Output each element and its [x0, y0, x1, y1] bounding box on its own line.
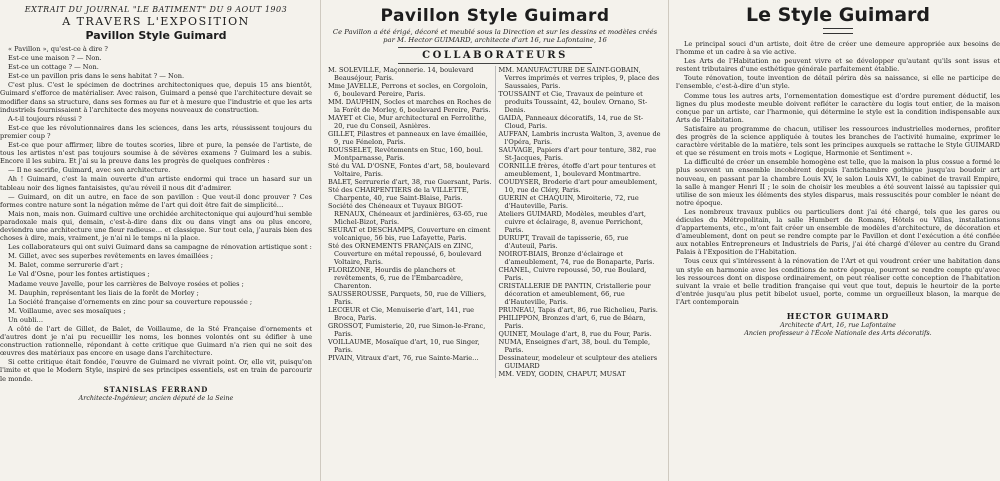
collaborator-entry: FLORIZONE, Hourdis de planchers et revêtements, 6, rue de l'Embarcadère, Charenton. [328, 265, 464, 290]
left-paragraph: C'est plus. C'est le spécimen de doctrines architectoniques que, depuis 15 ans bientôt, Guimard s'efforce de matérialiser. Avec raison, Guimard a pensé que l'architecture devait se modifier dans sa structure, dans ses formes au fur et à mesure que l'industrie et que les arts industriels fournissaient à l'architecte des moyens nouveaux de construction. [0, 81, 312, 114]
collaborator-entry: CHANEL, Cuivre repoussé, 50, rue Boulard, Paris. [498, 265, 647, 282]
left-paragraph: Est-ce un cottage ? — Non. [8, 63, 99, 72]
right-signature-name: HECTOR GUIMARD [786, 311, 890, 321]
left-signature-name: STANISLAS FERRAND [103, 384, 209, 394]
left-signature-title: Architecte-Ingénieur, ancien député de la Seine [78, 393, 234, 402]
collaborator-entry: MM. DAUPHIN, Socles et marches en Roches de la Forêt de Morley, 6, boulevard Pereire, Paris. [328, 97, 492, 114]
collaborator-entry: SEURAT et DESCHAMPS, Couverture en ciment volcanique, 56 bis, rue Lafayette, Paris. [328, 225, 491, 242]
left-article-body [0, 45, 312, 402]
right-paragraph: Le principal souci d'un artiste, doit être de créer une demeure appropriée aux besoins de l'homme et un cadre à sa vie active. [676, 40, 1000, 57]
left-paragraph: M. Dauphin, représentant les liais de la forêt de Morley ; [8, 288, 199, 297]
collaborator-entry: MAYET et Cie, Mur architectural en Ferrolithe, 20, rue du Conseil, Asnières. [328, 113, 487, 130]
collaborator-entry: Mme JAVELLE, Perrons et socles, en Corgoloin, 6, boulevard Pereire, Paris. [328, 81, 488, 98]
right-paragraph: Les Arts de l'Habitation ne peuvent vivre et se développer qu'autant qu'ils sont issus et restent tributaires d'une esthétique générale parfaitement établie. [676, 57, 1000, 74]
collaborator-entry: QUINET, Moulage d'art, 8, rue du Four, Paris. [498, 329, 652, 338]
collaborator-entry: SAUVAGE, Papiers d'art pour tenture, 382, rue St-Jacques, Paris. [498, 145, 657, 162]
collaborator-entry: Société des Chéneaux et Tuyaux BIGOT-RENAUX, Chéneaux et jardinières, 63-65, rue Michel-Bizot, Paris. [328, 201, 488, 226]
section-rule [398, 63, 592, 64]
collaborator-entry: LECŒUR et Cie, Menuiserie d'art, 141, rue Broca, Paris. [328, 305, 475, 322]
left-paragraph: Est-ce que les révolutionnaires dans les sciences, dans les arts, réussissent toujours du premier coup ? [0, 123, 312, 140]
collaborator-entry: VOILLAUME, Mosaïque d'art, 10, rue Singer, Paris. [328, 337, 480, 354]
left-paragraph: A-t-il toujours réussi ? [8, 114, 82, 123]
collaborators-heading: COLLABORATEURS [422, 49, 568, 61]
left-paragraph: « Pavillon », qu'est-ce à dire ? [8, 45, 108, 53]
left-paragraph: Est-ce que pour affirmer, libre de toutes scories, libre et pure, la pensée de l'artiste, de tous les artistes n'est pas toujours soumise à de sévères examens ? Guimard les a subis. Encore il les subira. Et j'ai su la preuve dans les progrès de quelques confrères : [0, 141, 312, 166]
pavillon-intro: Ce Pavillon a été érigé, décoré et meublé sous la Direction et sur les dessins et modèles créés par M. Hector GUIMARD, architecte d'art 16, rue Lafontaine, 16 [332, 28, 658, 45]
left-paragraph: A côté de l'art de Gillet, de Balet, de Voillaume, de la Sté Française d'ornements et d'autres dont je n'ai pu recueillir les noms, les bonnes volontés ont su édifier à une construction rationnelle, répondant à cette critique que Guimard n'a rien qui ne soit des œuvres des matériaux pas encore en usage dans l'architecture. [0, 325, 312, 358]
collaborators-list [328, 66, 662, 378]
collaborator-entry: M. SOLEVILLE, Maçonnerie. 14, boulevard Beauséjour, Paris. [328, 65, 474, 82]
left-paragraph: M. Balet, comme serrurerie d'art ; [8, 261, 123, 270]
left-paragraph: Ah ! Guimard, c'est la main ouverte d'un artiste endormi qui trace un hasard sur un tableau noir des lignes fantaisistes, qu'au réveil il nous dit d'admirer. [0, 175, 312, 192]
left-paragraph: La Société française d'ornements en zinc pour sa couverture repoussée ; [8, 297, 253, 306]
left-paragraph: Un oubli… [8, 315, 44, 324]
left-paragraph: Les collaborateurs qui ont suivi Guimard dans sa campagne de rénovation artistique sont : [8, 243, 312, 252]
left-paragraph: Madame veuve Javelle, pour les carrières de Belvoye rosées et polies ; [8, 279, 244, 288]
collaborator-entry: PHILIPPON, Bronzes d'art, 6, rue de Béarn, Paris. [498, 313, 646, 330]
pavillon-title: Pavillon Style Guimard [380, 6, 610, 26]
exposition-title: A TRAVERS L'EXPOSITION [62, 15, 250, 28]
left-paragraph: Si cette critique était fondée, l'œuvre de Guimard ne vivrait point. Or, elle vit, puisqu'on l'imite et que le Modern Style, inspiré de ses principes essentiels, est en train de parcourir le monde. [0, 358, 312, 383]
collaborator-entry: BALET, Serrurerie d'art, 38, rue Guersant, Paris. [328, 177, 492, 186]
collaborator-entry: TOUSSAINT et Cie, Travaux de peinture et produits Toussaint, 42, boulev. Ornano, St-Denis. [498, 89, 648, 114]
collaborator-entry: ROUSSELET, Revêtements en Stuc, 160, boul. Montparnasse, Paris. [328, 145, 484, 162]
right-paragraph: Les nombreux travaux publics ou particuliers dont j'ai été chargé, tels que les gares ou édicules du Métropolitain, la salle Humbert de Romans, Hôtels ou Villas, installations d'appartements, etc., m'ont fait créer un ensemble de modèles d'architecture, de décoration et d'ameublement, dont on peut se rendre compte par le Pavillon et dont l'exécution a été confiée aux notables Entrepreneurs et Industriels de Paris, j'ai été chargé d'élever au centre du Grand Palais à l'Exposition de l'Habitation. [676, 207, 1000, 257]
collaborator-entry: Sté des CHARPENTIERS de la VILLETTE, Charpente, 40, rue Saint-Blaise, Paris. [328, 185, 469, 202]
right-paragraph: Satisfaire au programme de chacun, utiliser les ressources industrielles modernes, profiter des progrès de la science appliquée à toutes les branches de l'activité humaine, exprimer le caractère véritable de la matière, tels sont les principes auxquels se rattache le Style GUIMARD et que se résument en trois mots « Logique, Harmonie et Sentiment ». [676, 124, 1000, 158]
collaborator-entry: GILLET, Pilastres et panneaux en lave émaillée, 9, rue Fénelon, Paris. [328, 129, 488, 146]
right-paragraph: La difficulté de créer un ensemble homogène est telle, que la maison la plus cossue a formé le plus souvent un ensemble incohérent depuis l'antichambre gothique jusqu'au boudoir art nouveau, en passant par la chambre Louis XV, le salon Louis XVI, le cabinet de travail Empire, la salle à manger Henri II ; le soin de choisir les meubles a été souvent laissé au tapissier qui utilise de son mieux les éléments des styles disparus, mais ressuscités pour combler le néant de notre époque. [676, 158, 1000, 207]
extract-header: EXTRAIT DU JOURNAL "LE BATIMENT" DU 9 AOUT 1903 [24, 5, 288, 14]
left-paragraph: Le Val d'Osne, pour les fontes artistiques ; [8, 270, 150, 279]
left-subtitle: Pavillon Style Guimard [85, 29, 227, 42]
collaborator-entry: CORNILLE frères, étoffe d'art pour tentures et ameublement, 1, boulevard Montmartre. [498, 161, 656, 178]
collaborator-entry: COUDYSER, Broderie d'art pour ameublement, 10, rue de Cléry, Paris. [498, 177, 658, 194]
collaborator-entry: GROSSOT, Fumisterie, 20, rue Simon-le-Franc, Paris. [328, 321, 486, 338]
section-rule [398, 47, 592, 48]
right-paragraph: Toute rénovation, toute invention de détail périra dès sa naissance, si elle ne participe de l'ensemble, c'est-à-dire d'un style. [676, 74, 1000, 91]
collaborator-entry: DURUPT, Travail de tapisserie, 65, rue d'Auteuil, Paris. [498, 233, 629, 250]
left-paragraph: M. Voillaume, avec ses mosaïques ; [8, 306, 126, 315]
collaborators-column-right [496, 66, 663, 378]
left-paragraph: M. Gillet, avec ses superbes revêtements en laves émaillées ; [8, 252, 213, 261]
left-paragraph: — Il ne sacrifie, Guimard, avec son architecture. [8, 166, 171, 175]
collaborator-entry: PIVAIN, Vitraux d'art, 76, rue Sainte-Marie… [328, 353, 479, 362]
collaborator-entry: PRUNEAU, Tapis d'art, 86, rue Richelieu, Paris. [498, 305, 658, 314]
collaborator-entry: GUERIN et CHAQUIN, Miroiterie, 72, rue d'Hauteville, Paris. [498, 193, 639, 210]
title-ornament [823, 28, 853, 34]
collaborator-entry: Sté du VAL D'OSNE, Fontes d'art, 58, boulevard Voltaire, Paris. [328, 161, 490, 178]
collaborator-entry: SAUSSEROUSSE, Parquets, 50, rue de Villiers, Paris. [328, 289, 487, 306]
left-paragraph: Est-ce une maison ? — Non. [8, 54, 102, 63]
left-signature-block [0, 386, 312, 402]
left-paragraph: Mais non, mais non. Guimard cultive une orchidée architectonique qui aujourd'hui semble paradoxale mais qui, demain, c'est-à-dire dans dix ou dans vingt ans ou plus encore, deviendra une architecture une fleur radieuse… et classique. Sur tout cela, j'aurais bien des choses à dire, mais, vraiment, je n'ai ni le temps ni la place. [0, 209, 312, 243]
collaborator-entry: MM. MANUFACTURE DE SAINT-GOBAIN, Verres imprimés et verres triples, 9, place des Saussaies, Paris. [498, 65, 660, 90]
right-paragraph: Tous ceux qui s'intéressent à la rénovation de l'Art et qui voudront créer une habitation dans un style en harmonie avec les conditions de notre époque, pourront se rendre compte qu'avec les ressources dont on dispose ordinairement, on peut réaliser cette conception de l'habitation suivant la vraie et belle tradition française qui veut que tout, depuis le heurtoir de la porte d'entrée jusqu'au plus petit bibelot usuel, porte, comme un orgueilleux blason, la marque de l'Art contemporain [676, 257, 1000, 306]
collaborator-entry: MM. VEDY, GODIN, CHAPUT, MUSAT [498, 369, 626, 378]
column-divider [668, 0, 669, 481]
left-paragraph: — Guimard, on dit un autre, en face de son pavillon : Que veut-il donc prouver ? Ces formes contre nature sont la négation même de l'art qui doit être fait de simplicité… [0, 192, 312, 209]
left-column [0, 0, 312, 481]
collaborator-entry: Ateliers GUIMARD, Modèles, meubles d'art, cuivre et éclairage, 8, avenue Perrichont, Paris. [498, 209, 647, 234]
right-column [676, 0, 1000, 481]
right-signature-block [676, 311, 1000, 337]
column-divider [320, 0, 321, 481]
collaborator-entry: AUFFAN, Lambris incrusta Walton, 3, avenue de l'Opéra, Paris. [498, 129, 661, 146]
collaborator-entry: NOIROT-BIAIS, Bronze d'éclairage et d'ameublement, 74, rue de Bonaparte, Paris. [498, 249, 655, 266]
collaborator-entry: GAIDA, Panneaux décoratifs, 14, rue de St-Cloud, Paris. [498, 113, 644, 130]
right-article-body [676, 40, 1000, 306]
right-signature-title: Ancien professeur à l'École Nationale des Arts décoratifs. [744, 329, 932, 337]
middle-column [328, 0, 662, 481]
right-signature-address: Architecte d'Art, 16, rue Lafontaine [780, 321, 896, 329]
collaborators-column-left [328, 66, 496, 378]
left-paragraph: Est-ce un pavillon pris dans le sens habitat ? — Non. [8, 72, 185, 81]
collaborator-entry: Dessinateur, modeleur et sculpteur des ateliers GUIMARD [498, 353, 658, 370]
collaborator-entry: Sté des ORNEMENTS FRANÇAIS en ZINC, Couverture en métal repoussé, 6, boulevard Voltaire, Paris. [328, 241, 482, 266]
right-paragraph: Comme tous les autres arts, l'ornementation domestique est d'ordre purement déductif, les lignes du plus modeste meuble doivent refléter le caractère du logis tout entier, de la maison conçue par un artiste, car l'harmonie, qui détermine le style est la condition indispensable aux Arts de l'Habitation. [676, 91, 1000, 124]
style-guimard-title: Le Style Guimard [746, 4, 930, 26]
collaborator-entry: NUMA, Enseignes d'art, 38, boul. du Temple, Paris. [498, 337, 651, 354]
collaborator-entry: CRISTALLERIE DE PANTIN, Cristallerie pour décoration et ameublement, 66, rue d'Hauteville, Paris. [498, 281, 651, 306]
